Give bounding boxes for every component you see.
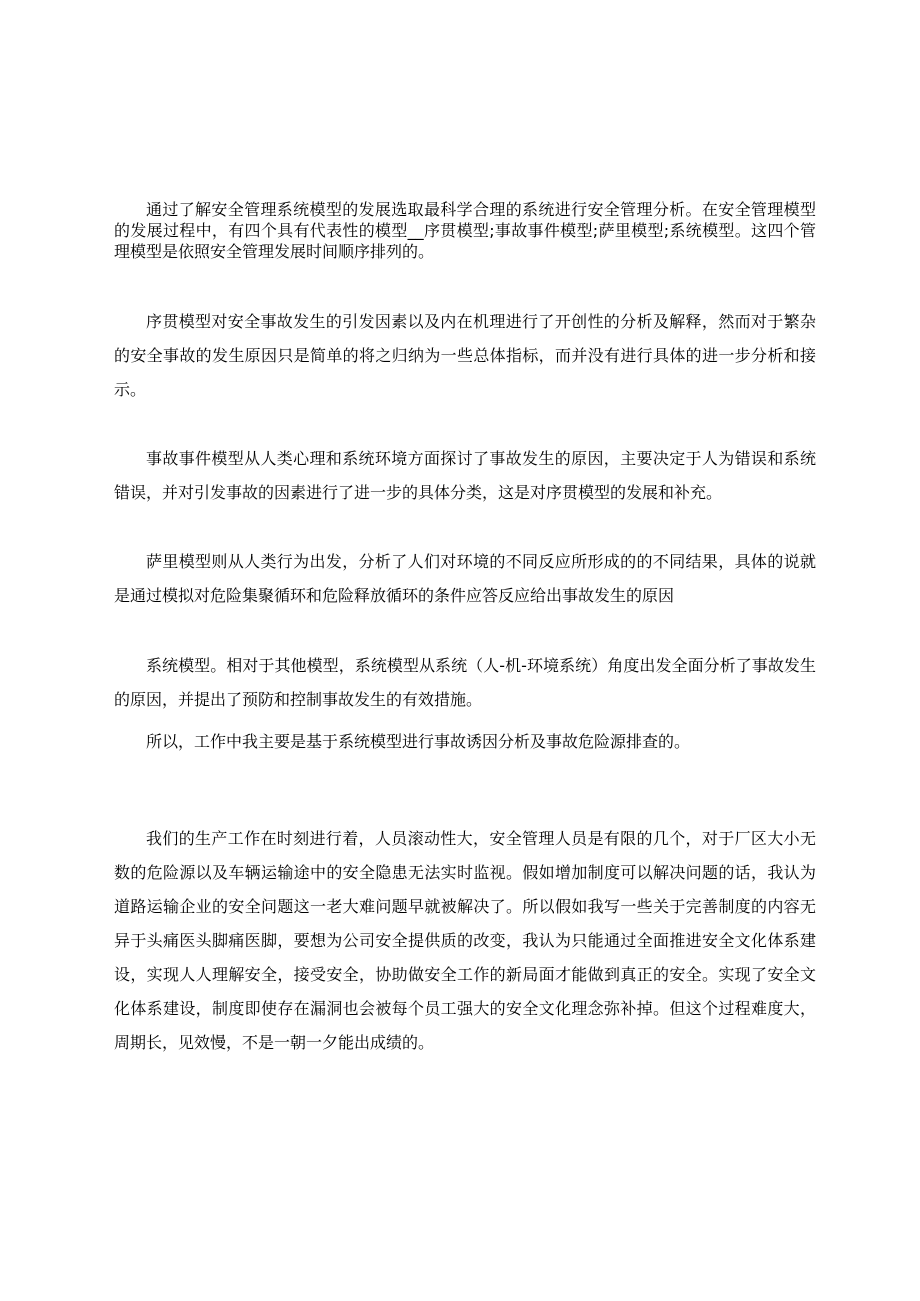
paragraph-accident-event-model: 事故事件模型从人类心理和系统环境方面探讨了事故发生的原因，主要决定于人为错误和系统错误，并对引发事故的因素进行了进一步的具体分类，这是对序贯模型的发展和补充。 xyxy=(114,449,816,502)
paragraph-model-overview: 通过了解安全管理系统模型的发展选取最科学合理的系统进行安全管理分析。在安全管理模型的发展过程中，有四个具有代表性的模型__序贯模型;事故事件模型;萨里模型;系统模型。这四个管理模型是依照安全管理发展时间顺序排列的。 xyxy=(114,200,816,261)
paragraph-system-model: 系统模型。相对于其他模型，系统模型从系统（人-机-环境系统）角度出发全面分析了事故发生的原因，并提出了预防和控制事故发生的有效措施。 xyxy=(114,656,816,709)
paragraph-safety-culture: 我们的生产工作在时刻进行着，人员滚动性大，安全管理人员是有限的几个，对于厂区大小无数的危险源以及车辆运输途中的安全隐患无法实时监视。假如增加制度可以解决问题的话，我认为道路运输企业的安全问题这一老大难问题早就被解决了。所以假如我写一些关于完善制度的内容无异于头痛医头脚痛医脚，要想为公司安全提供质的改变，我认为只能通过全面推进安全文化体系建设，实现人人理解安全，接受安全，协助做安全工作的新局面才能做到真正的安全。实现了安全文化体系建设，制度即使存在漏洞也会被每个员工强大的安全文化理念弥补掉。但这个过程难度大，周期长，见效慢，不是一朝一夕能出成绩的。 xyxy=(114,829,816,1052)
paragraph-surry-model: 萨里模型则从人类行为出发，分析了人们对环境的不同反应所形成的的不同结果，具体的说就是通过模拟对危险集聚循环和危险释放循环的条件应答反应给出事故发生的原因 xyxy=(114,552,816,605)
paragraph-conclusion: 所以，工作中我主要是基于系统模型进行事故诱因分析及事故危险源排查的。 xyxy=(146,732,691,751)
paragraph-sequential-model: 序贯模型对安全事故发生的引发因素以及内在机理进行了开创性的分析及解释，然而对于繁杂的安全事故的发生原因只是简单的将之归纳为一些总体指标，而并没有进行具体的进一步分析和接示。 xyxy=(114,312,816,399)
